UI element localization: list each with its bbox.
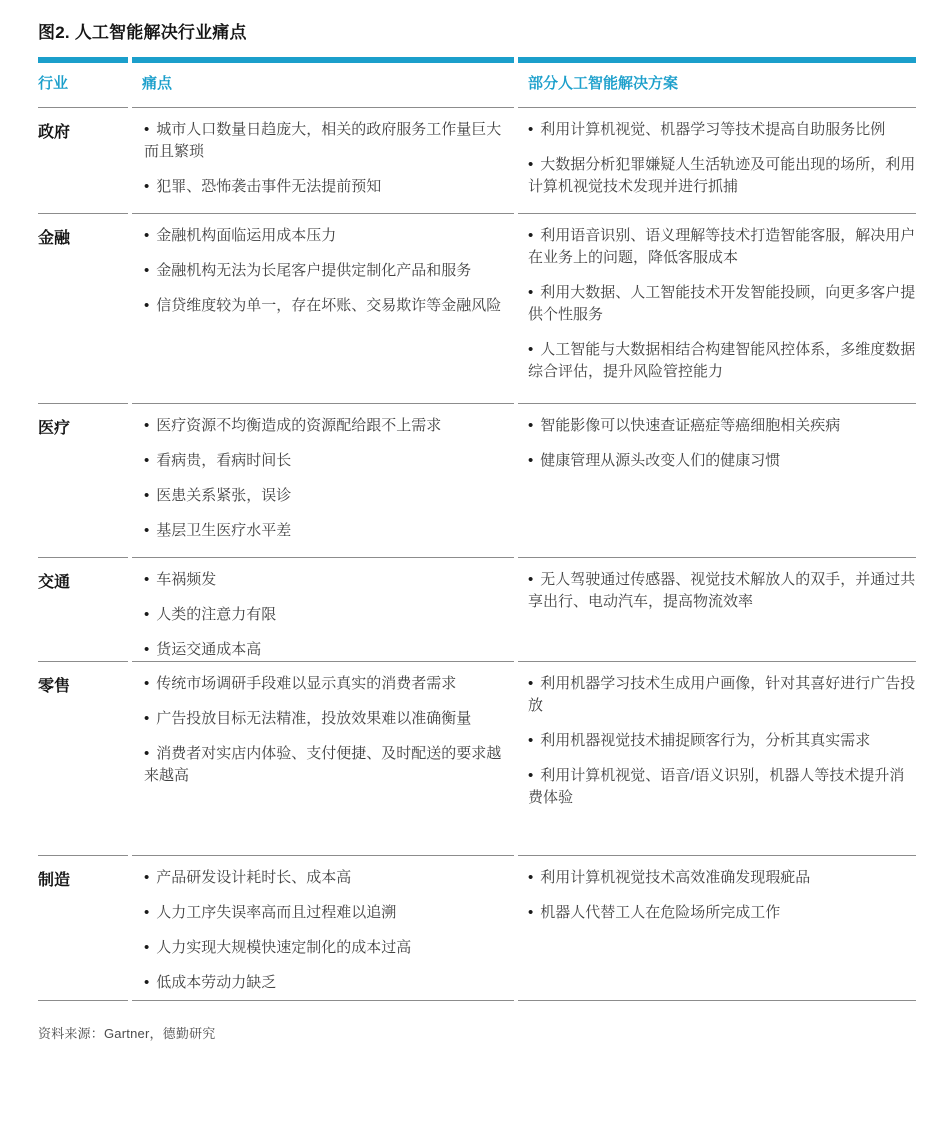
bullet-icon: • (144, 710, 150, 727)
bullet-icon: • (528, 417, 534, 434)
bullet-icon: • (144, 452, 150, 469)
table-header-row (38, 57, 916, 107)
solutions-cell (518, 403, 916, 557)
bullet-icon: • (528, 869, 534, 886)
item-text: 广告投放目标无法精准，投放效果难以准确衡量 (156, 710, 472, 727)
pain-point-item (144, 520, 514, 542)
pain-points-cell (132, 557, 514, 661)
solutions-cell (518, 855, 916, 1001)
solution-item (528, 415, 916, 437)
pain-points-cell (132, 403, 514, 557)
bullet-icon: • (144, 487, 150, 504)
item-text: 智能影像可以快速查证癌症等癌细胞相关疾病 (540, 417, 841, 434)
bullet-icon: • (528, 767, 534, 784)
pain-point-item (144, 485, 514, 507)
pain-point-item (144, 260, 514, 282)
pain-point-item (144, 225, 514, 247)
item-text: 利用计算机视觉技术高效准确发现瑕疵品 (540, 869, 811, 886)
table-row (38, 855, 916, 1001)
solution-item (528, 730, 916, 752)
industry-label: 零售 (38, 661, 128, 855)
item-text: 金融机构面临运用成本压力 (156, 227, 337, 244)
bullet-icon: • (144, 522, 150, 539)
pain-point-item (144, 867, 514, 889)
bullet-icon: • (528, 452, 534, 469)
item-text: 利用机器视觉技术捕捉顾客行为，分析其真实需求 (540, 732, 871, 749)
figure-title: 图2. 人工智能解决行业痛点 (38, 23, 247, 42)
solution-item (528, 339, 916, 383)
table-row (38, 107, 916, 213)
bullet-icon: • (144, 121, 150, 138)
item-text: 利用计算机视觉、机器学习等技术提高自助服务比例 (540, 121, 886, 138)
solution-item (528, 569, 916, 613)
item-text: 车祸频发 (156, 571, 217, 588)
solution-item (528, 119, 916, 141)
bullet-icon: • (144, 417, 150, 434)
bullet-icon: • (144, 939, 150, 956)
item-text: 信贷维度较为单一，存在坏账、交易欺诈等金融风险 (156, 297, 502, 314)
pain-point-item (144, 972, 514, 994)
item-text: 产品研发设计耗时长、成本高 (156, 869, 352, 886)
table-row (38, 557, 916, 661)
item-text: 人工智能与大数据相结合构建智能风控体系，多维度数据综合评估，提升风险管控能力 (528, 341, 916, 380)
pain-points-cell (132, 661, 514, 855)
bullet-icon: • (144, 974, 150, 991)
solution-item (528, 450, 916, 472)
bullet-icon: • (528, 227, 534, 244)
industry-label: 医疗 (38, 403, 128, 557)
bullet-icon: • (144, 675, 150, 692)
pain-point-item (144, 569, 514, 591)
bullet-icon: • (528, 675, 534, 692)
solution-item (528, 867, 916, 889)
solutions-cell (518, 107, 916, 213)
item-text: 犯罪、恐怖袭击事件无法提前预知 (156, 178, 382, 195)
bullet-icon: • (528, 156, 534, 173)
solution-item (528, 154, 916, 198)
bullet-icon: • (144, 227, 150, 244)
bullet-icon: • (144, 869, 150, 886)
industry-label: 交通 (38, 557, 128, 661)
bullet-icon: • (144, 178, 150, 195)
item-text: 基层卫生医疗水平差 (156, 522, 292, 539)
solution-item (528, 765, 916, 809)
item-text: 传统市场调研手段难以显示真实的消费者需求 (156, 675, 457, 692)
industry-label: 制造 (38, 855, 128, 1001)
source-note: 资料来源：Gartner，德勤研究 (38, 1026, 216, 1041)
pain-points-cell (132, 213, 514, 403)
item-text: 利用计算机视觉、语音/语义识别，机器人等技术提升消费体验 (528, 767, 905, 806)
bullet-icon: • (528, 904, 534, 921)
item-text: 金融机构无法为长尾客户提供定制化产品和服务 (156, 262, 472, 279)
item-text: 人力工序失误率高而且过程难以追溯 (156, 904, 397, 921)
bullet-icon: • (144, 606, 150, 623)
bullet-icon: • (528, 341, 534, 358)
pain-point-item (144, 604, 514, 626)
item-text: 低成本劳动力缺乏 (156, 974, 277, 991)
industry-label: 金融 (38, 213, 128, 403)
bullet-icon: • (528, 121, 534, 138)
bullet-icon: • (528, 284, 534, 301)
table-row (38, 213, 916, 403)
item-text: 人类的注意力有限 (156, 606, 277, 623)
item-text: 医患关系紧张，误诊 (156, 487, 292, 504)
item-text: 机器人代替工人在危险场所完成工作 (540, 904, 781, 921)
industry-label: 政府 (38, 107, 128, 213)
solution-item (528, 282, 916, 326)
item-text: 货运交通成本高 (156, 641, 262, 658)
pain-point-item (144, 176, 514, 198)
bullet-icon: • (144, 904, 150, 921)
bullet-icon: • (144, 262, 150, 279)
pain-point-item (144, 119, 514, 163)
header-solutions: 部分人工智能解决方案 (518, 57, 916, 107)
pain-point-item (144, 708, 514, 730)
pain-point-item (144, 639, 514, 661)
item-text: 利用语音识别、语义理解等技术打造智能客服，解决用户在业务上的问题，降低客服成本 (528, 227, 916, 266)
table-row (38, 661, 916, 855)
item-text: 大数据分析犯罪嫌疑人生活轨迹及可能出现的场所，利用计算机视觉技术发现并进行抓捕 (528, 156, 916, 195)
table-row (38, 403, 916, 557)
bullet-icon: • (144, 571, 150, 588)
header-pain-points: 痛点 (132, 57, 514, 107)
bullet-icon: • (528, 571, 534, 588)
pain-point-item (144, 902, 514, 924)
bullet-icon: • (144, 745, 150, 762)
solution-item (528, 902, 916, 924)
item-text: 消费者对实店内体验、支付便捷、及时配送的要求越来越高 (144, 745, 502, 784)
item-text: 无人驾驶通过传感器、视觉技术解放人的双手，并通过共享出行、电动汽车，提高物流效率 (528, 571, 916, 610)
pain-point-item (144, 295, 514, 317)
item-text: 城市人口数量日趋庞大，相关的政府服务工作量巨大而且繁琐 (144, 121, 502, 160)
pain-point-item (144, 743, 514, 787)
solutions-cell (518, 213, 916, 403)
solutions-cell (518, 557, 916, 661)
pain-point-item (144, 673, 514, 695)
solution-item (528, 673, 916, 717)
bullet-icon: • (144, 641, 150, 658)
pain-points-cell (132, 107, 514, 213)
item-text: 看病贵，看病时间长 (156, 452, 292, 469)
bullet-icon: • (144, 297, 150, 314)
header-industry: 行业 (38, 57, 128, 107)
pain-point-item (144, 937, 514, 959)
bullet-icon: • (528, 732, 534, 749)
item-text: 健康管理从源头改变人们的健康习惯 (540, 452, 781, 469)
pain-point-item (144, 415, 514, 437)
industry-pain-table (34, 57, 920, 1001)
solutions-cell (518, 661, 916, 855)
item-text: 利用机器学习技术生成用户画像，针对其喜好进行广告投放 (528, 675, 916, 714)
item-text: 利用大数据、人工智能技术开发智能投顾，向更多客户提供个性服务 (528, 284, 916, 323)
pain-points-cell (132, 855, 514, 1001)
item-text: 医疗资源不均衡造成的资源配给跟不上需求 (156, 417, 442, 434)
solution-item (528, 225, 916, 269)
pain-point-item (144, 450, 514, 472)
item-text: 人力实现大规模快速定制化的成本过高 (156, 939, 412, 956)
